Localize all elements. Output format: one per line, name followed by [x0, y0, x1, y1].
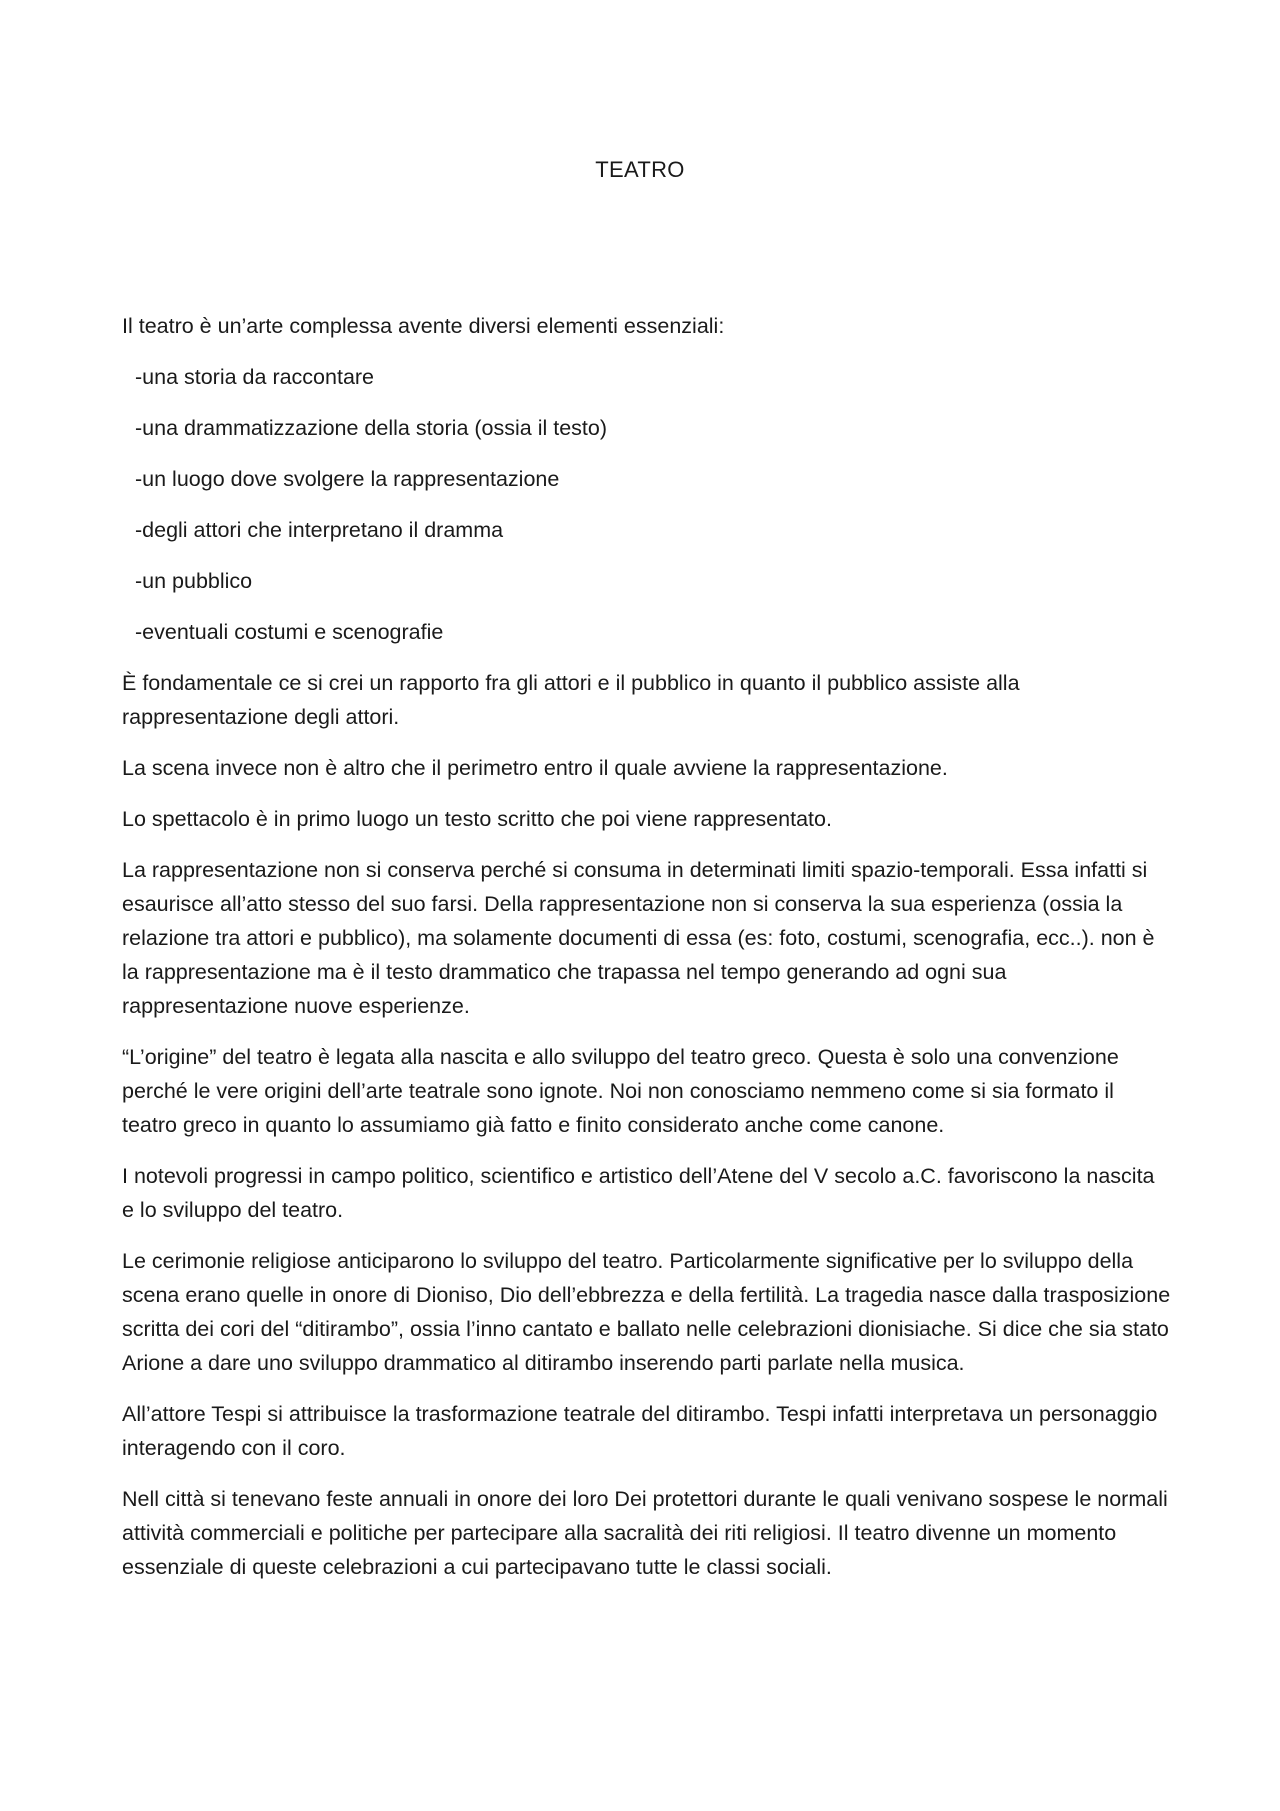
- document-title: TEATRO: [595, 157, 685, 182]
- body-paragraph: Le cerimonie religiose anticiparono lo sviluppo del teatro. Particolarmente significative per lo sviluppo della scena erano quelle in onore di Dioniso, Dio dell’ebbrezza e della fertilità. La tragedia nasce dalla trasposizione scritta dei cori del “ditirambo”, ossia l’inno cantato e ballato nelle celebrazioni dionisiache. Si dice che sia stato Arione a dare uno sviluppo drammatico al ditirambo inserendo parti parlate nella musica.: [122, 1249, 1171, 1375]
- document-body: [122, 309, 1172, 1601]
- body-paragraph: I notevoli progressi in campo politico, scientifico e artistico dell’Atene del V secolo a.C. favoriscono la nascita e lo sviluppo del teatro.: [122, 1164, 1155, 1222]
- intro-paragraph: Il teatro è un’arte complessa avente diversi elementi essenziali:: [122, 314, 725, 338]
- list-item: -una drammatizzazione della storia (ossia il testo): [135, 416, 608, 440]
- list-item: -degli attori che interpretano il dramma: [135, 518, 504, 542]
- body-paragraph: Nell città si tenevano feste annuali in onore dei loro Dei protettori durante le quali venivano sospese le normali attività commerciali e politiche per partecipare alla sacralità dei riti religiosi. Il teatro divenne un momento essenziale di queste celebrazioni a cui partecipavano tutte le classi sociali.: [122, 1487, 1168, 1579]
- elements-list: [122, 360, 1172, 649]
- body-paragraph: È fondamentale ce si crei un rapporto fra gli attori e il pubblico in quanto il pubblico assiste alla rappresentazione degli attori.: [122, 671, 1020, 729]
- list-item: -un luogo dove svolgere la rappresentazione: [135, 467, 560, 491]
- body-paragraph: Lo spettacolo è in primo luogo un testo scritto che poi viene rappresentato.: [122, 807, 832, 831]
- list-item: -una storia da raccontare: [135, 365, 375, 389]
- body-paragraph: “L’origine” del teatro è legata alla nascita e allo sviluppo del teatro greco. Questa è solo una convenzione perché le vere origini dell’arte teatrale sono ignote. Noi non conosciamo nemmeno come si sia formato il teatro greco in quanto lo assumiamo già fatto e finito considerato anche come canone.: [122, 1045, 1119, 1137]
- list-item: -eventuali costumi e scenografie: [135, 620, 444, 644]
- body-paragraph: All’attore Tespi si attribuisce la trasformazione teatrale del ditirambo. Tespi infatti interpretava un personaggio interagendo con il coro.: [122, 1402, 1158, 1460]
- list-item: -un pubblico: [135, 569, 253, 593]
- body-paragraph: La scena invece non è altro che il perimetro entro il quale avviene la rappresentazione.: [122, 756, 948, 780]
- body-paragraph: La rappresentazione non si conserva perché si consuma in determinati limiti spazio-temporali. Essa infatti si esaurisce all’atto stesso del suo farsi. Della rappresentazione non si conserva la sua esperienza (ossia la relazione tra attori e pubblico), ma solamente documenti di essa (es: foto, costumi, scenografia, ecc..). non è la rappresentazione ma è il testo drammatico che trapassa nel tempo generando ad ogni sua rappresentazione nuove esperienze.: [122, 858, 1155, 1018]
